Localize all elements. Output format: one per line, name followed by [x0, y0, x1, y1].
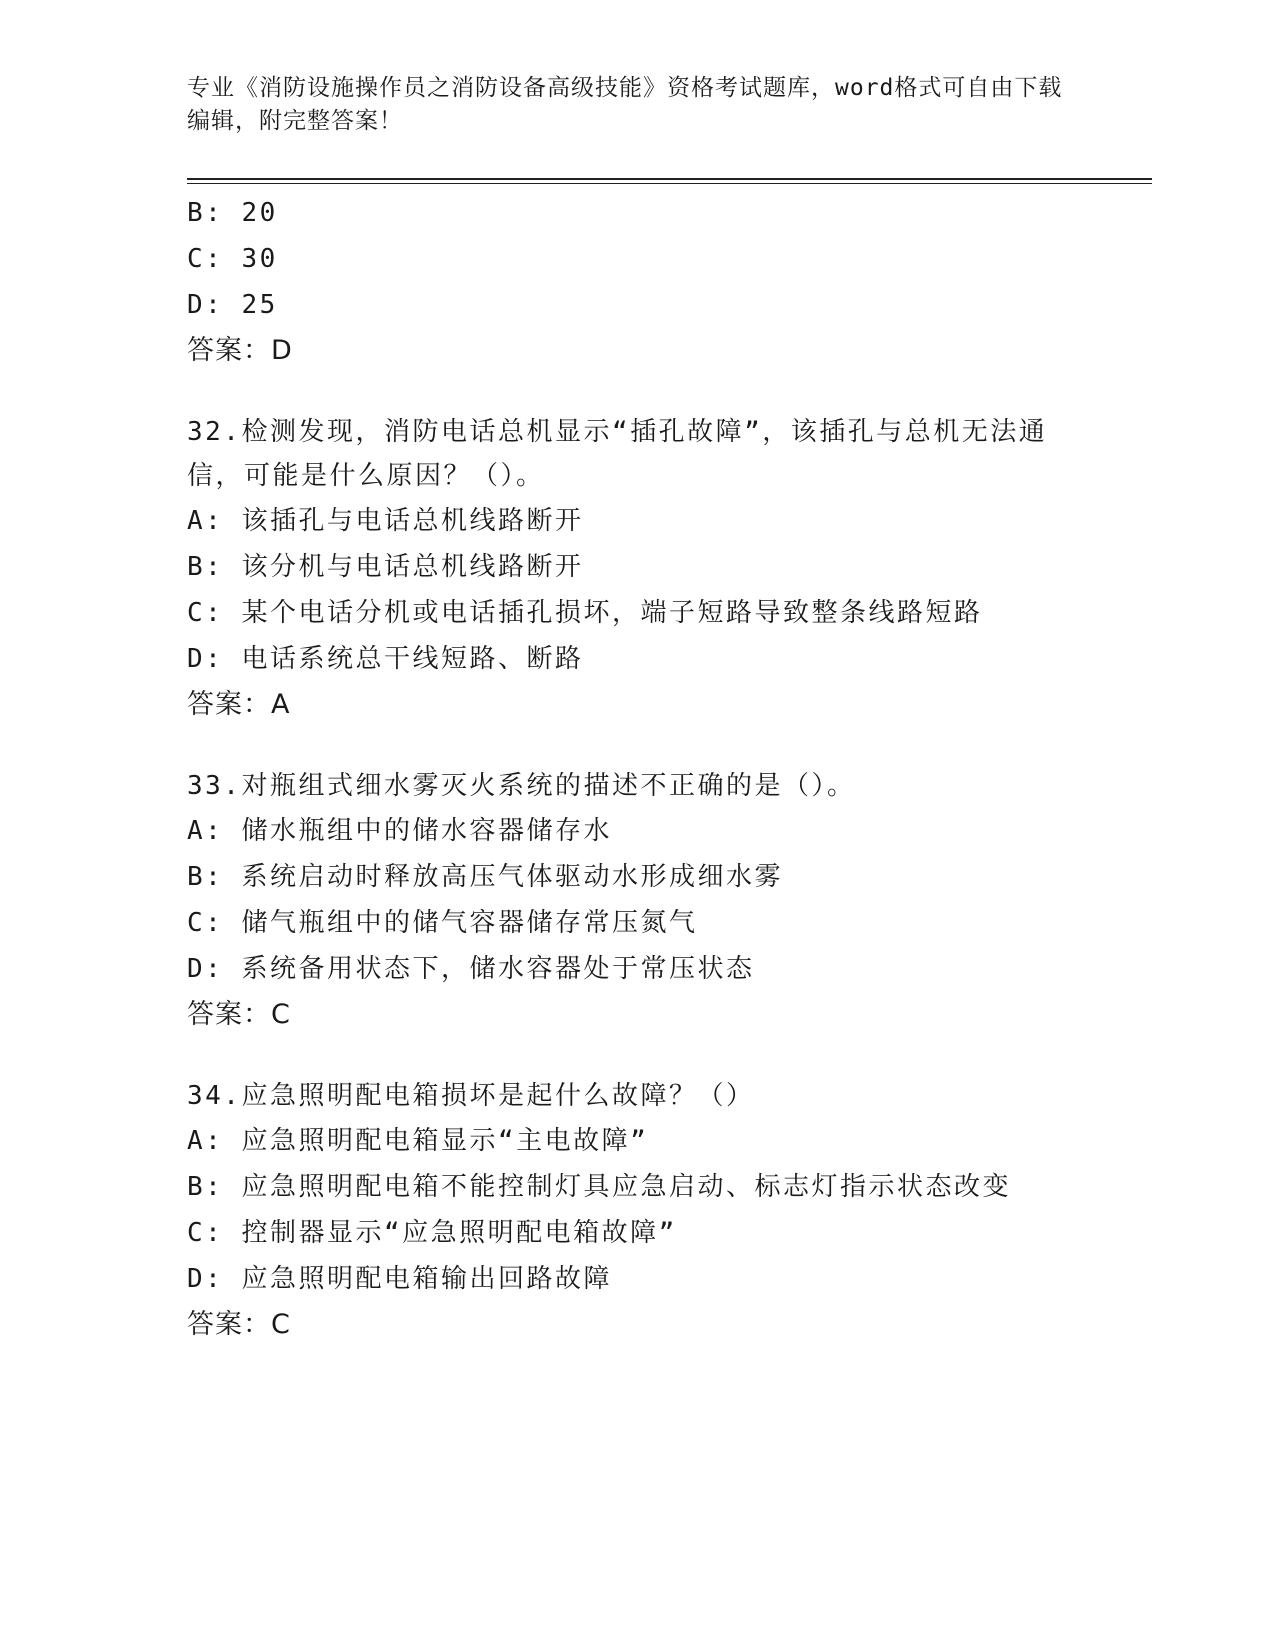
option-c: C: 储气瓶组中的储气容器储存常压氮气 [187, 908, 698, 938]
option-a: A: 储水瓶组中的储水容器储存水 [187, 816, 612, 846]
answer-line: 答案：D [187, 335, 293, 366]
question-list [187, 190, 1087, 1348]
option-b: B: 20 [187, 198, 278, 228]
option-c: C: 控制器显示“应急照明配电箱故障” [187, 1218, 677, 1248]
question-stem: 34.应急照明配电箱损坏是起什么故障？（） [187, 1081, 755, 1111]
page-header: 专业《消防设施操作员之消防设备高级技能》资格考试题库，word格式可自由下载编辑，附完整答案！ [187, 75, 1063, 134]
answer-line: 答案：C [187, 999, 291, 1030]
option-d: D: 25 [187, 290, 278, 320]
option-c: C: 30 [187, 244, 278, 274]
option-d: D: 系统备用状态下，储水容器处于常压状态 [187, 954, 755, 984]
option-a: A: 应急照明配电箱显示“主电故障” [187, 1126, 649, 1156]
option-a: A: 该插孔与电话总机线路断开 [187, 506, 584, 536]
option-d: D: 电话系统总干线短路、断路 [187, 644, 584, 674]
option-b: B: 应急照明配电箱不能控制灯具应急启动、标志灯指示状态改变 [187, 1172, 1011, 1202]
answer-line: 答案：A [187, 689, 291, 720]
previous-question-block [187, 190, 1087, 374]
question-stem: 33.对瓶组式细水雾灭火系统的描述不正确的是（）。 [187, 771, 856, 801]
option-d: D: 应急照明配电箱输出回路故障 [187, 1264, 612, 1294]
answer-line: 答案：C [187, 1309, 291, 1340]
question-32 [187, 410, 1087, 728]
option-b: B: 该分机与电话总机线路断开 [187, 552, 584, 582]
option-c: C: 某个电话分机或电话插孔损坏，端子短路导致整条线路短路 [187, 598, 983, 628]
question-34 [187, 1074, 1087, 1348]
question-33 [187, 764, 1087, 1038]
question-stem: 32.检测发现，消防电话总机显示“插孔故障”，该插孔与总机无法通信，可能是什么原因？（）。 [187, 417, 1048, 491]
option-b: B: 系统启动时释放高压气体驱动水形成细水雾 [187, 862, 783, 892]
header-divider [187, 178, 1152, 184]
